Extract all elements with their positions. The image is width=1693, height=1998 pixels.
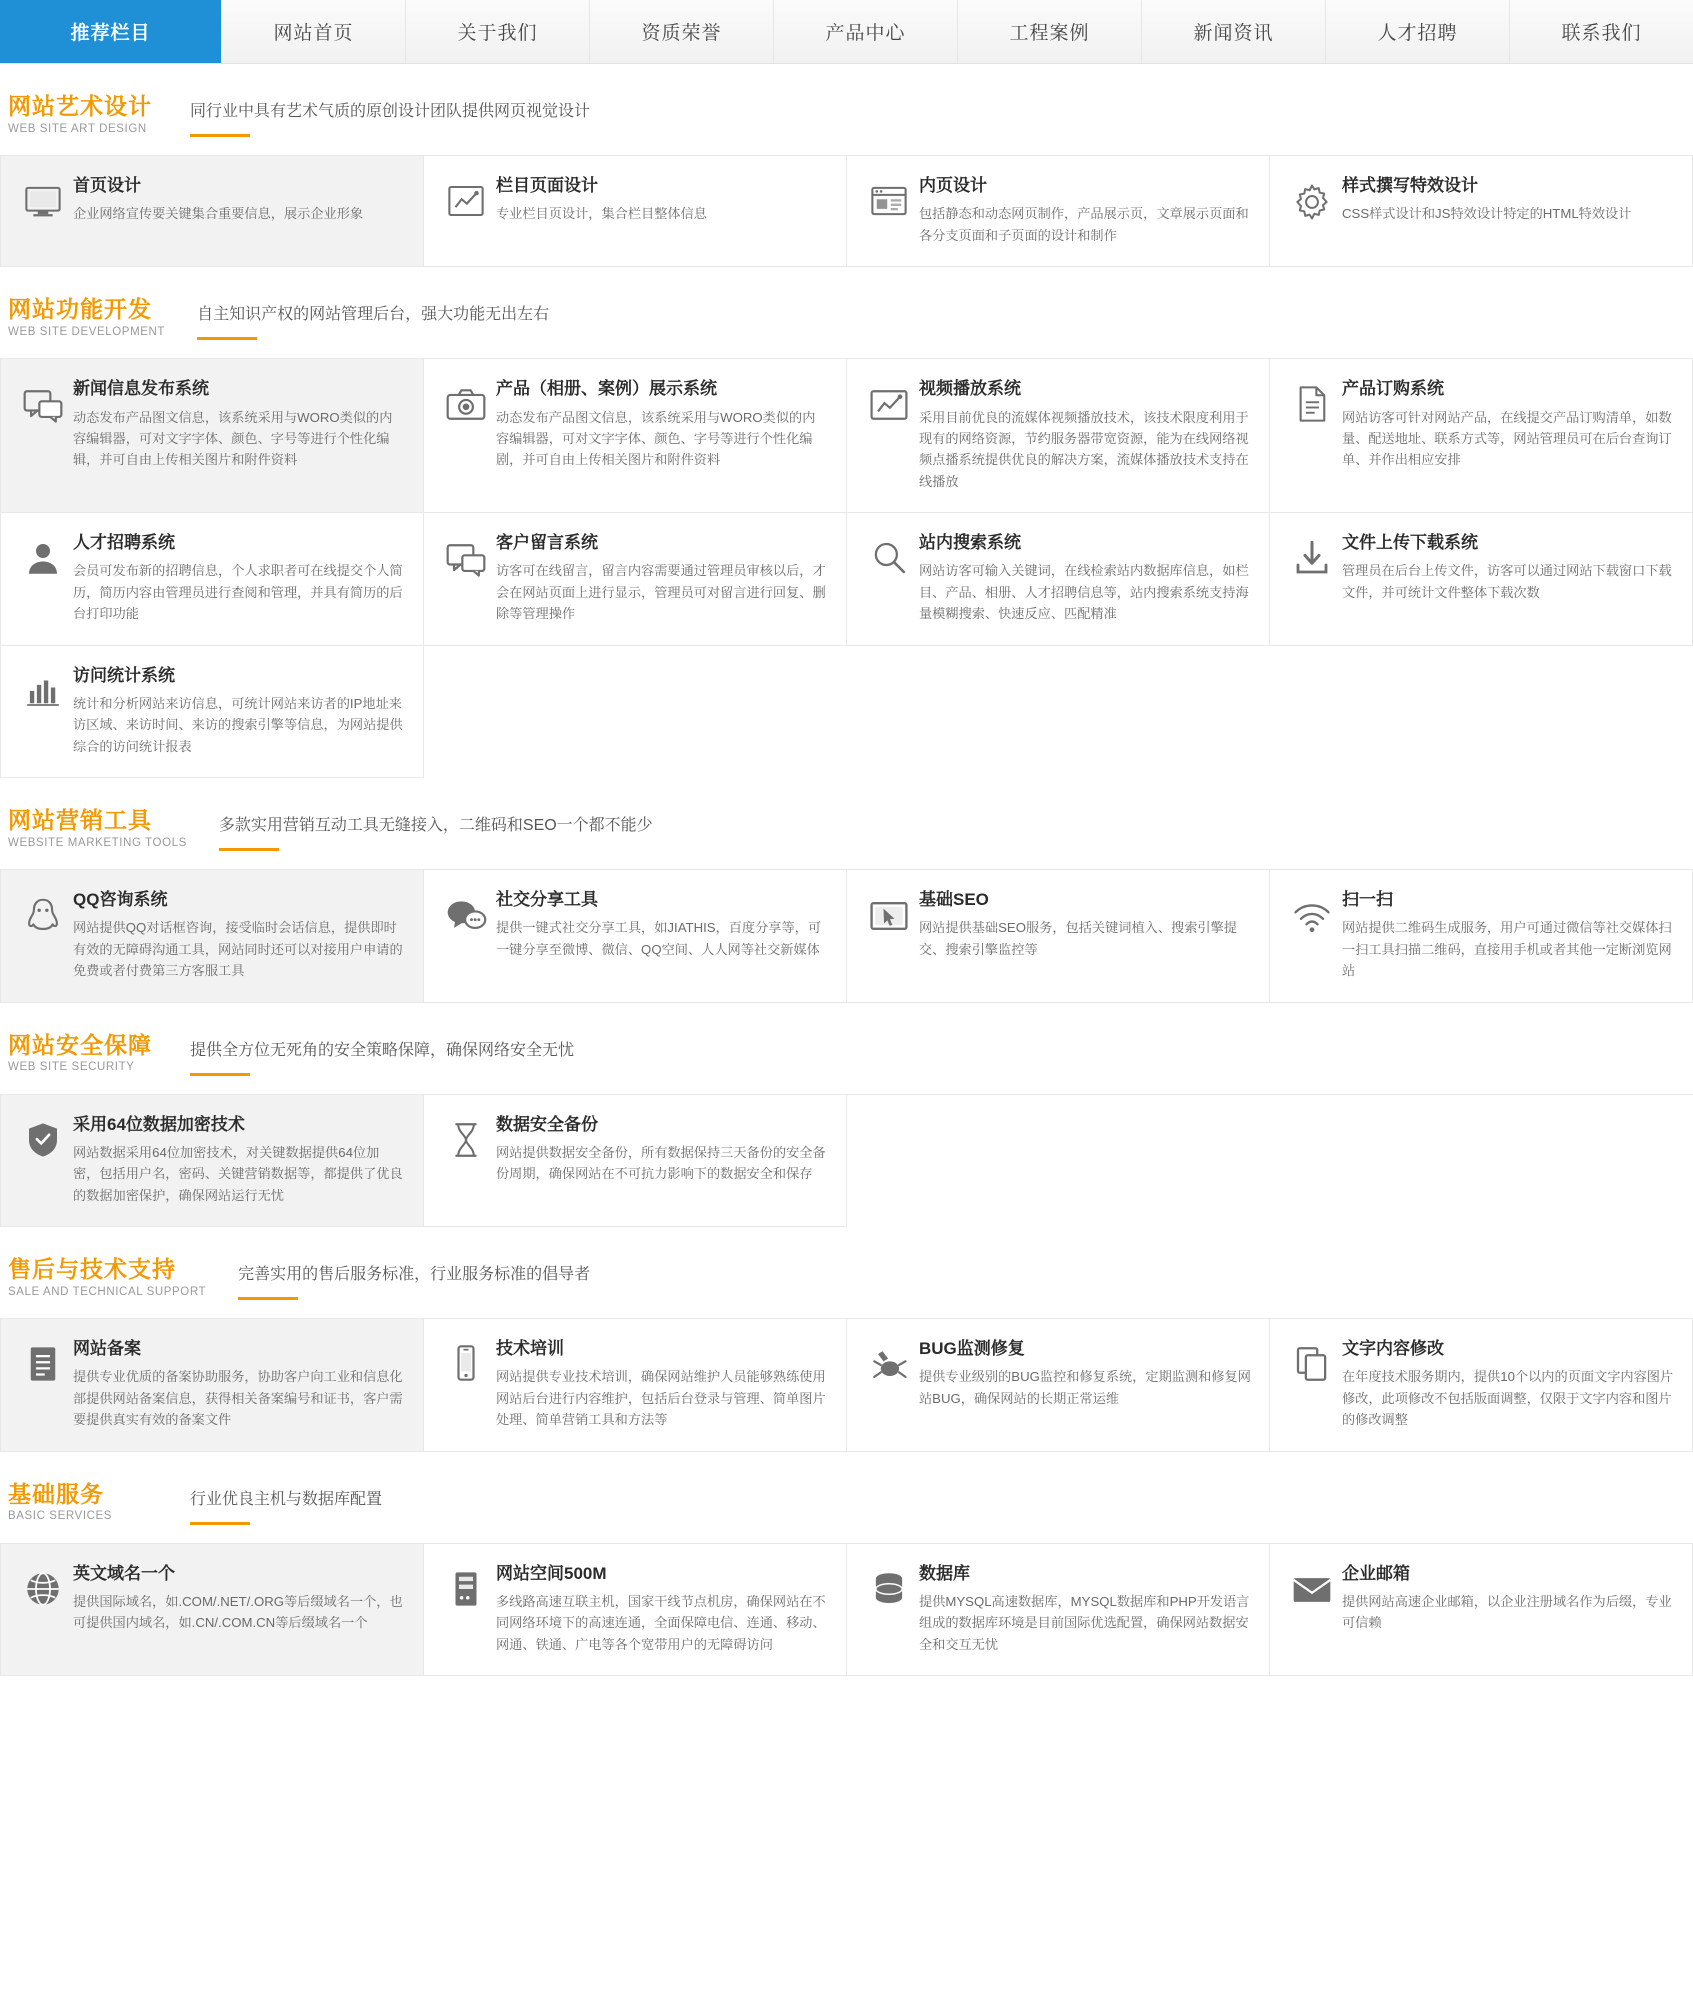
nav-item-label: 资质荣誉 [641,23,722,44]
share-bubbles-icon [438,890,494,982]
bar-chart-icon [15,666,71,758]
feature-card-title: 网站备案 [73,1339,141,1359]
feature-card-body [917,379,1251,492]
feature-card-text: 在年度技术服务期内，提供10个以内的页面文字内容图片修改，此项修改不包括版面调整，仅限于文字内容和图片的修改调整 [1342,1369,1674,1428]
feature-card-body [917,533,1251,625]
section-accent-rule [190,134,250,137]
section-description: 提供全方位无死角的安全策略保障，确保网络安全无忧 [190,1041,575,1059]
section-desc-wrap [168,1031,1693,1076]
feature-card-body [1340,1339,1674,1431]
feature-card-text: 提供网站高速企业邮箱，以企业注册域名作为后缀，专业可信赖 [1342,1594,1672,1631]
feature-card-title: 英文域名一个 [73,1563,175,1583]
feature-card-text: 企业网络宣传要关键集合重要信息，展示企业形象 [73,206,364,222]
section-title [8,806,197,849]
feature-card-text: 网站提供QQ对话框咨询，接受临时会话信息，提供即时有效的无障碍沟通工具，网站同时还可以对接用户申请的免费或者付费第三方客服工具 [73,920,403,979]
section-accent-rule [197,337,257,340]
feature-card-body [71,666,405,758]
nav-item-3[interactable] [590,0,774,63]
gear-icon [1284,176,1340,246]
section-title [8,1255,216,1298]
feature-card[interactable] [424,513,847,646]
feature-grid [0,358,1693,778]
feature-card-body [71,379,405,492]
feature-card[interactable] [424,156,847,267]
feature-card[interactable] [1270,1544,1693,1677]
feature-card[interactable] [1,870,424,1003]
feature-card-body [1340,176,1674,246]
section-title-cn: 网站艺术设计 [8,93,152,119]
feature-card[interactable] [1270,513,1693,646]
cursor-box-icon [861,890,917,982]
feature-card-body [1340,533,1674,625]
feature-card-empty [847,1095,1270,1228]
feature-card-title: 基础SEO [919,890,989,910]
section-header [0,778,1693,869]
feature-card-body [494,1115,828,1207]
feature-card[interactable] [1,1095,424,1228]
feature-card[interactable] [424,1095,847,1228]
feature-card-title: QQ咨询系统 [73,890,168,910]
feature-card-title: 社交分享工具 [496,890,598,910]
section-title-cn: 基础服务 [8,1480,104,1507]
section-description: 行业优良主机与数据库配置 [190,1490,383,1508]
section-title-en: WEB SITE SECURITY [8,1061,135,1074]
section-desc-wrap [216,1255,1693,1300]
nav-item-label: 推荐栏目 [70,23,151,44]
record-document-icon [15,1339,71,1431]
section-header [0,1003,1693,1094]
section-0 [0,64,1693,267]
feature-card-title: 产品订购系统 [1342,379,1444,399]
section-title [8,92,168,135]
section-2 [0,778,1693,1003]
feature-card-body [494,1339,828,1431]
section-title-cn: 网站营销工具 [8,807,152,834]
feature-card-body [917,1339,1251,1431]
feature-card-text: 提供MYSQL高速数据库，MYSQL数据库和PHP开发语言组成的数据库环境是目前国际优选配置，确保网站数据安全和交互无忧 [919,1594,1250,1652]
feature-card-body [917,176,1251,246]
feature-card[interactable] [1,1319,424,1452]
section-title-en: BASIC SERVICES [8,1510,113,1523]
feature-card-text: 动态发布产品图文信息，该系统采用与WORO类似的内容编辑器，可对文字字体、颜色、字号等进行个性化编剧，并可自由上传相关图片和附件资料 [496,409,816,468]
feature-card-body [71,176,405,246]
feature-card-title: 采用64位数据加密技术 [73,1114,245,1134]
browser-window-icon [861,176,917,246]
nav-item-label: 人才招聘 [1377,23,1458,44]
feature-card-title: 数据安全备份 [496,1114,598,1134]
feature-card-title: 扫一扫 [1342,890,1393,910]
section-description: 自主知识产权的网站管理后台，强大功能无出左右 [197,306,550,324]
section-header [0,1227,1693,1318]
section-header [0,1452,1693,1543]
section-title-cn: 网站功能开发 [8,296,152,323]
feature-card-body [1340,1564,1674,1656]
feature-card[interactable] [1270,359,1693,513]
section-title-en: WEBSITE MARKETING TOOLS [8,836,187,849]
feature-card-text: 提供专业级别的BUG监控和修复系统，定期监测和修复网站BUG，确保网站的长期正常运维 [919,1369,1251,1406]
globe-icon [15,1564,71,1656]
feature-card[interactable] [1270,156,1693,267]
feature-card-text: 会员可发布新的招聘信息，个人求职者可在线提交个人简历，简历内容由管理员进行查阅和管理，并具有简历的后台打印功能 [73,563,403,622]
feature-card-title: 样式撰写特效设计 [1342,176,1478,195]
feature-card[interactable] [847,513,1270,646]
section-title-en: SALE AND TECHNICAL SUPPORT [8,1285,207,1298]
nav-item-1[interactable] [222,0,406,63]
section-title [8,1031,168,1074]
feature-card[interactable] [1,156,424,267]
feature-card[interactable] [424,359,847,513]
search-icon [861,533,917,625]
monitor-icon [15,176,71,246]
feature-grid [0,1543,1693,1677]
section-1 [0,267,1693,778]
section-header [0,64,1693,155]
feature-card-title: 客户留言系统 [496,533,598,553]
feature-card[interactable] [847,1544,1270,1677]
nav-item-0[interactable] [0,0,222,63]
feature-card[interactable] [1270,1319,1693,1452]
feature-grid [0,155,1693,267]
feature-card[interactable] [424,1544,847,1677]
section-title-en: WEB SITE DEVELOPMENT [8,325,166,338]
server-icon [438,1564,494,1656]
section-desc-wrap [197,806,1693,851]
feature-card[interactable] [847,156,1270,267]
feature-card-text: CSS样式设计和JS特效设计特定的HTML特效设计 [1342,206,1632,222]
section-accent-rule [190,1073,250,1076]
feature-card-body [71,1564,405,1656]
section-accent-rule [190,1522,250,1525]
mobile-phone-icon [438,1339,494,1431]
section-accent-rule [219,848,279,851]
feature-card-body [71,1115,405,1207]
feature-card[interactable] [1,1544,424,1677]
section-title-cn: 网站安全保障 [8,1031,152,1058]
envelope-icon [1284,1564,1340,1656]
feature-card-title: 首页设计 [73,176,141,195]
nav-item-label: 网站首页 [273,23,354,44]
feature-card-text: 提供专业优质的备案协助服务，协助客户向工业和信息化部提供网站备案信息，获得相关备案编号和证书，客户需要提供真实有效的备案文件 [73,1369,403,1428]
feature-card-title: BUG监测修复 [919,1339,1025,1359]
feature-card-title: 产品（相册、案例）展示系统 [496,379,717,399]
document-icon [1284,379,1340,492]
section-title-cn: 售后与技术支持 [8,1256,176,1283]
feature-card-title: 访问统计系统 [73,665,175,685]
bug-fix-icon [861,1339,917,1431]
section-description: 同行业中具有艺术气质的原创设计团队提供网页视觉设计 [190,103,591,120]
section-description: 多款实用营销互动工具无缝接入，二维码和SEO一个都不能少 [218,817,653,835]
feature-card[interactable] [847,870,1270,1003]
feature-card-text: 包括静态和动态网页制作，产品展示页，文章展示页面和各分支页面和子页面的设计和制作 [919,206,1249,243]
feature-card-title: 企业邮箱 [1342,1563,1410,1583]
feature-card-title: 网站空间500M [496,1563,607,1583]
section-desc-wrap [168,1480,1693,1525]
section-title [8,1480,168,1523]
section-header [0,267,1693,358]
user-icon [15,533,71,625]
feature-card-text: 访客可在线留言，留言内容需要通过管理员审核以后，才会在网站页面上进行显示，管理员可对留言进行回复、删除等管理操作 [496,563,826,622]
feature-card-title: 视频播放系统 [919,379,1021,399]
section-title-en: WEB SITE ART DESIGN [8,122,147,135]
nav-item-4[interactable] [774,0,958,63]
nav-item-label: 关于我们 [457,23,538,44]
feature-card-body [494,890,828,982]
feature-card-empty [1270,1095,1693,1228]
shield-icon [15,1115,71,1207]
feature-card-body [494,533,828,625]
message-icon [438,533,494,625]
section-3 [0,1003,1693,1228]
copy-pages-icon [1284,1339,1340,1431]
feature-card-body [917,1564,1251,1656]
section-accent-rule [238,1297,298,1300]
qq-penguin-icon [15,890,71,982]
section-title [8,295,175,338]
feature-card-body [494,1564,828,1656]
download-icon [1284,533,1340,625]
hourglass-icon [438,1115,494,1207]
feature-card-text: 提供一键式社交分享工具，如JIATHIS，百度分享等，可一键分享至微博、微信、QQ空间、人人网等社交新媒体 [496,920,822,957]
feature-card[interactable] [1270,870,1693,1003]
feature-grid [0,1094,1693,1228]
feature-card-body [71,533,405,625]
feature-card-text: 专业栏目页设计，集合栏目整体信息 [496,206,707,222]
nav-item-8[interactable] [1510,0,1693,63]
nav-item-7[interactable] [1326,0,1510,63]
feature-card-body [494,379,828,492]
feature-card-text: 统计和分析网站来访信息，可统计网站来访者的IP地址来访区域、来访时间、来访的搜索引擎等信息，为网站提供综合的访问统计报表 [73,695,403,754]
section-description: 完善实用的售后服务标准，行业服务标准的倡导者 [238,1266,591,1284]
feature-card-text: 采用目前优良的流媒体视频播放技术，该技术限度利用于现有的网络资源，节约服务器带宽资源，能为在线网络视频点播系统提供优良的解决方案，流媒体播放技术支持在线播放 [919,409,1249,489]
feature-card[interactable] [847,1319,1270,1452]
feature-card[interactable] [1,646,424,779]
feature-card-text: 提供国际域名，如.COM/.NET/.ORG等后缀域名一个，也可提供国内域名，如.CN/.COM.CN等后缀域名一个 [73,1594,403,1631]
nav-item-label: 工程案例 [1009,23,1090,44]
feature-card-body [1340,379,1674,492]
sections-container [0,64,1693,1676]
feature-card-title: 新闻信息发布系统 [73,379,209,399]
feature-card-title: 文件上传下载系统 [1342,533,1478,553]
section-desc-wrap [175,295,1693,340]
nav-item-6[interactable] [1142,0,1326,63]
feature-card-body [71,1339,405,1431]
feature-card-body [71,890,405,982]
feature-card-body [494,176,828,246]
section-4 [0,1227,1693,1452]
feature-card-text: 网站提供二维码生成服务，用户可通过微信等社交媒体扫一扫工具扫描二维码，直接用手机或者其他一定断浏览网站 [1342,920,1672,979]
nav-item-label: 产品中心 [825,23,906,44]
chat-bubbles-icon [15,379,71,492]
feature-card-title: 技术培训 [496,1339,564,1359]
feature-card-title: 数据库 [919,1563,970,1583]
feature-card-title: 栏目页面设计 [496,176,598,195]
feature-card[interactable] [1,513,424,646]
section-5 [0,1452,1693,1677]
feature-grid [0,869,1693,1003]
feature-card-text: 网站提供专业技术培训，确保网站维护人员能够熟练使用网站后台进行内容维护，包括后台登录与管理、简单图片处理、简单营销工具和方法等 [496,1369,826,1428]
feature-card[interactable] [424,870,847,1003]
nav-item-label: 新闻资讯 [1193,23,1274,44]
feature-card[interactable] [424,1319,847,1452]
nav-item-2[interactable] [406,0,590,63]
feature-card[interactable] [847,359,1270,513]
camera-icon [438,379,494,492]
feature-card-text: 网站数据采用64位加密技术，对关键数据提供64位加密，包括用户名，密码、关键营销数据等，都提供了优良的数据加密保护，确保网站运行无忧 [73,1144,403,1203]
wifi-scan-icon [1284,890,1340,982]
feature-card-text: 管理员在后台上传文件，访客可以通过网站下载窗口下载文件，并可统计文件整体下载次数 [1342,563,1672,600]
video-chart-icon [861,379,917,492]
main-navigation [0,0,1693,64]
nav-item-5[interactable] [958,0,1142,63]
feature-card-text: 动态发布产品图文信息，该系统采用与WORO类似的内容编辑器，可对文字字体、颜色、字号等进行个性化编辑，并可自由上传相关图片和附件资料 [73,409,393,468]
database-icon [861,1564,917,1656]
feature-card-text: 网站提供基础SEO服务，包括关键词植入、搜索引擎提交、搜索引擎监控等 [919,920,1237,957]
feature-card-text: 网站访客可输入关键词，在线检索站内数据库信息，如栏目、产品、相册、人才招聘信息等，站内搜索系统支持海量模糊搜索、快速反应、匹配精准 [919,563,1249,622]
feature-card[interactable] [1,359,424,513]
feature-card-body [1340,890,1674,982]
feature-card-body [917,890,1251,982]
feature-card-title: 内页设计 [919,176,987,195]
feature-card-title: 人才招聘系统 [73,533,175,553]
feature-card-text: 网站访客可针对网站产品，在线提交产品订购清单，如数量、配送地址、联系方式等，网站管理员可在后台查询订单、并作出相应安排 [1342,409,1672,468]
feature-card-text: 多线路高速互联主机，国家干线节点机房，确保网站在不同网络环境下的高速连通，全面保障电信、连通、移动、网通、铁通、广电等各个宽带用户的无障碍访问 [496,1594,826,1652]
nav-item-label: 联系我们 [1561,23,1642,44]
section-desc-wrap [168,92,1693,137]
feature-card-title: 站内搜索系统 [919,533,1021,553]
feature-card-text: 网站提供数据安全备份，所有数据保持三天备份的安全备份周期，确保网站在不可抗力影响下的数据安全和保存 [496,1144,826,1182]
chart-page-icon [438,176,494,246]
feature-grid [0,1318,1693,1452]
feature-card-title: 文字内容修改 [1342,1339,1444,1359]
